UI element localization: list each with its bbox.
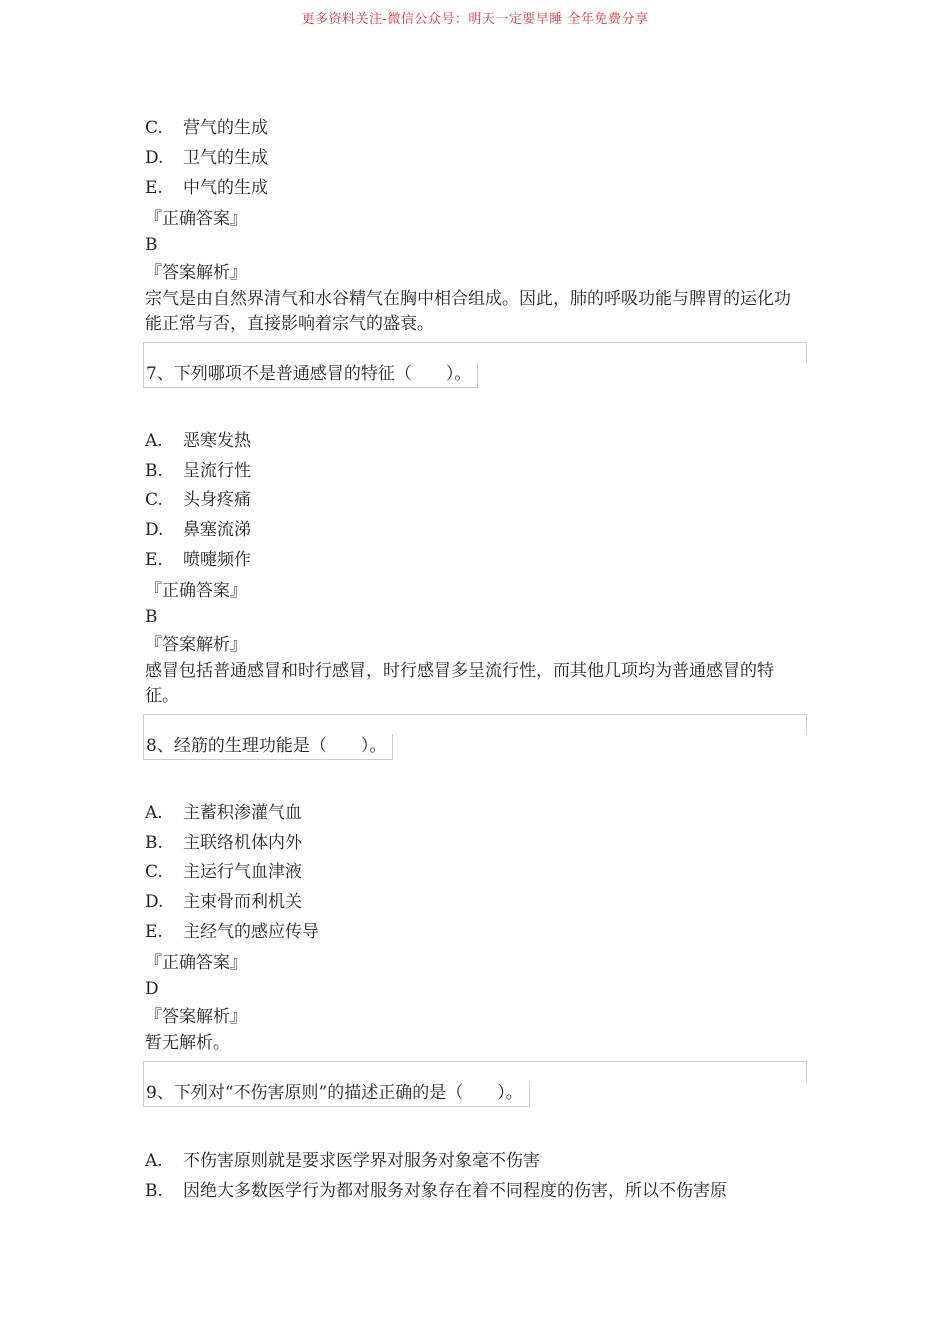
- option-text: 喷嚏频作: [183, 550, 251, 570]
- q8-answer-label: 『正确答案』: [145, 953, 247, 973]
- option-letter: B.: [145, 833, 163, 853]
- q7-frame: [143, 342, 807, 362]
- option-text: 不伤害原则就是要求医学界对服务对象毫不伤害: [183, 1151, 540, 1171]
- q7-option-a: [145, 429, 251, 453]
- option-letter: E.: [145, 178, 163, 198]
- q6-analysis: 宗气是由自然界清气和水谷精气在胸中相合组成。因此，肺的呼吸功能与脾胃的运化功能正常与否，直接影响着宗气的盛衰。: [145, 289, 791, 334]
- option-text: 主蓄积渗灌气血: [183, 803, 302, 823]
- option-letter: D.: [145, 148, 164, 168]
- q8-analysis-label: 『答案解析』: [145, 1007, 247, 1027]
- option-text: 主运行气血津液: [183, 862, 302, 882]
- q8-answer: D: [145, 979, 159, 999]
- q7-analysis-label: 『答案解析』: [145, 635, 247, 655]
- q8-frame-edge: [806, 714, 807, 735]
- option-letter: D.: [145, 892, 164, 912]
- q9-frame: [143, 1061, 807, 1081]
- q8-option-d: [145, 890, 302, 914]
- q8-option-c: [145, 860, 302, 884]
- option-letter: A.: [145, 431, 163, 451]
- q7-question: 7、下列哪项不是普通感冒的特征（ ）。: [143, 362, 478, 388]
- option-text: 因绝大多数医学行为都对服务对象存在着不同程度的伤害，所以不伤害原: [183, 1181, 727, 1201]
- q6-analysis-label: 『答案解析』: [145, 263, 247, 283]
- q8-analysis: 暂无解析。: [145, 1033, 230, 1053]
- option-letter: B.: [145, 1181, 163, 1201]
- option-letter: C.: [145, 118, 163, 138]
- option-text: 头身疼痛: [183, 490, 251, 510]
- option-text: 恶寒发热: [183, 431, 251, 451]
- q7-option-e: [145, 548, 251, 572]
- option-letter: D.: [145, 520, 164, 540]
- option-text: 鼻塞流涕: [183, 520, 251, 540]
- q6-option-c: [145, 116, 268, 140]
- q7-answer: B: [145, 607, 158, 627]
- option-text: 营气的生成: [183, 118, 268, 138]
- q6-option-e: [145, 176, 268, 200]
- option-text: 主束骨而利机关: [183, 892, 302, 912]
- q9-question: 9、下列对“不伤害原则”的描述正确的是（ ）。: [143, 1081, 530, 1107]
- q8-option-e: [145, 920, 319, 944]
- q9-option-b: [145, 1179, 727, 1203]
- option-letter: C.: [145, 490, 163, 510]
- q8-option-b: [145, 831, 302, 855]
- header-banner: 更多资料关注-微信公众号：明天一定要早睡 全年免费分享: [301, 12, 649, 27]
- option-text: 呈流行性: [183, 461, 251, 481]
- option-letter: C.: [145, 862, 163, 882]
- option-text: 主经气的感应传导: [183, 922, 319, 942]
- option-letter: A.: [145, 1151, 163, 1171]
- option-letter: B.: [145, 461, 163, 481]
- option-text: 中气的生成: [183, 178, 268, 198]
- q6-answer-label: 『正确答案』: [145, 209, 247, 229]
- q9-option-a: [145, 1149, 540, 1173]
- option-text: 主联络机体内外: [183, 833, 302, 853]
- option-letter: E.: [145, 922, 163, 942]
- q7-analysis: 感冒包括普通感冒和时行感冒，时行感冒多呈流行性，而其他几项均为普通感冒的特征。: [145, 661, 774, 706]
- option-letter: A.: [145, 803, 163, 823]
- q8-frame: [143, 714, 807, 734]
- q6-answer: B: [145, 235, 158, 255]
- q8-question: 8、经筋的生理功能是（ ）。: [143, 734, 393, 760]
- q7-option-d: [145, 518, 251, 542]
- q7-option-b: [145, 459, 251, 483]
- q7-frame-edge: [806, 342, 807, 363]
- q9-frame-edge: [806, 1061, 807, 1082]
- q7-answer-label: 『正确答案』: [145, 581, 247, 601]
- q7-option-c: [145, 488, 251, 512]
- option-text: 卫气的生成: [183, 148, 268, 168]
- option-letter: E.: [145, 550, 163, 570]
- q6-option-d: [145, 146, 268, 170]
- q8-option-a: [145, 801, 302, 825]
